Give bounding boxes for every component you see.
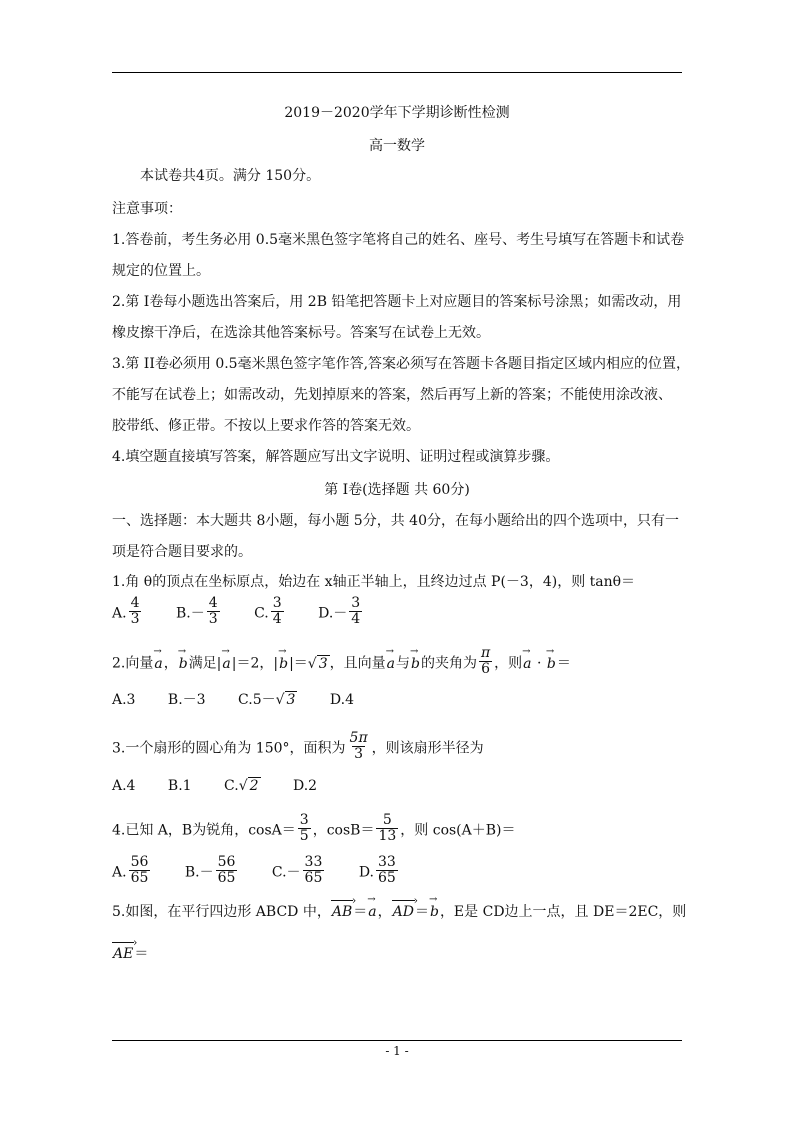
q3-option-c: C.√ 2 [224,778,259,794]
vector-b: → b [278,654,289,674]
q2-option-a: A.3 [112,692,136,708]
note-line: 2.第 I卷每小题选出答案后，用 2B 铅笔把答题卡上对应题目的答案标号涂黑；如需改动，用 [112,294,682,310]
q5-stem-continued: AE ›＝ [112,944,148,964]
section-heading: 第 I卷(选择题 共 60分) [324,482,470,498]
q3-option-d: D.2 [293,778,318,794]
q3-stem: 3.一个扇形的圆心角为 150°，面积为 $\frac{5\pi}{3}$ ，则该扇形半径为 [112,730,484,762]
subject-title: 高一数学 [369,138,425,154]
fraction: $\frac{5}{13}$ [378,812,397,844]
fraction: $\frac{3}{5}$ [299,812,309,844]
fraction: $\frac{5\pi}{3}$ [349,730,368,762]
part-intro-line: 项是符合题目要求的。 [112,544,252,560]
q2-option-c: C.5－√ 3 [238,692,296,708]
part-intro-line: 一、选择题：本大题共 8小题，每小题 5分，共 40分，在每小题给出的四个选项中，只有一 [112,513,679,529]
q3-option-a: A.4 [112,778,136,794]
vector-a: → a [221,654,231,674]
page-number: - 1 - [385,1044,409,1058]
q4-option-a: A. $\frac{56}{65}$ [112,854,149,886]
q4-option-b: B.－ $\frac{56}{65}$ [184,854,236,886]
q3-option-b: B.1 [167,778,192,794]
note-line: 4.填空题直接填写答案，解答题应写出文字说明、证明过程或演算步骤。 [112,449,560,465]
note-line: 胶带纸、修正带。不按以上要求作答的答案无效。 [112,418,420,434]
q1-stem: 1.角 θ的顶点在坐标原点，始边在 x轴正半轴上，且终边过点 P(－3，4)，则 tanθ＝ [112,574,636,590]
vector-a: → a [386,654,396,674]
vector-b: → b [429,902,440,922]
q1-option-a: A. $\frac{4}{3}$ [112,595,140,627]
note-line: 橡皮擦干净后，在选涂其他答案标号。答案写在试卷上无效。 [112,325,490,341]
q1-options [112,595,392,629]
note-line: 规定的位置上。 [112,263,210,279]
vector-b: → b [410,654,421,674]
sqrt-expression: √ 3 [307,655,328,672]
vector-a: → a [153,654,163,674]
note-line: 3.第 II卷必须用 0.5毫米黑色签字笔作答,答案必须写在答题卡各题目指定区域内相应的位置， [112,356,691,372]
page-title: 2019－2020学年下学期诊断性检测 [284,105,510,121]
intro-text: 本试卷共4页。满分 150分。 [140,168,321,184]
vector-a: → a [522,654,532,674]
q1-option-b: B.－ $\frac{4}{3}$ [175,595,218,627]
q3-options [112,776,345,796]
q5-stem: 5.如图，在平行四边形 ABCD 中，AB ›＝→ a，AD ›＝→ b，E是 CD边上一点，且 DE＝2EC，则 [112,902,686,922]
q1-option-d: D.－ $\frac{3}{4}$ [318,595,361,627]
q1-option-c: C. $\frac{3}{4}$ [254,595,282,627]
vector-b: → b [546,654,557,674]
vector-ad: AD › [392,902,415,922]
q4-option-c: C.－ $\frac{33}{65}$ [271,854,323,886]
vector-ab: AB › [331,902,353,922]
vector-ae: AE › [112,944,134,964]
note-line: 不能写在试卷上；如需改动，先划掉原来的答案，然后再写上新的答案；不能使用涂改液、 [112,387,672,403]
notes-heading: 注意事项： [112,201,182,217]
top-rule [112,72,682,73]
q4-stem: 4.已知 A，B为锐角，cosA＝ $\frac{3}{5}$ ，cosB＝ $\frac{5}{13}$ ，则 cos(A＋B)＝ [112,812,516,844]
note-line: 1.答卷前，考生务必用 0.5毫米黑色签字笔将自己的姓名、座号、考生号填写在答题卡和试卷 [112,232,685,248]
q2-option-d: D.4 [329,692,354,708]
vector-b: → b [178,654,189,674]
q4-options [112,854,428,888]
q2-option-b: B.－3 [167,692,206,708]
q2-options [112,690,382,710]
q4-option-d: D. $\frac{33}{65}$ [358,854,396,886]
fraction: $\frac{\pi}{6}$ [480,645,491,677]
bottom-rule [112,1040,682,1041]
q2-stem: 2.向量→ a，→ b满足|→ a|＝2，|→ b|＝√ 3 ，且向量→ a与→ b的夹角为 $\frac{\pi}{6}$ ，则→ a · → b＝ [112,648,571,679]
vector-a: → a [367,902,377,922]
